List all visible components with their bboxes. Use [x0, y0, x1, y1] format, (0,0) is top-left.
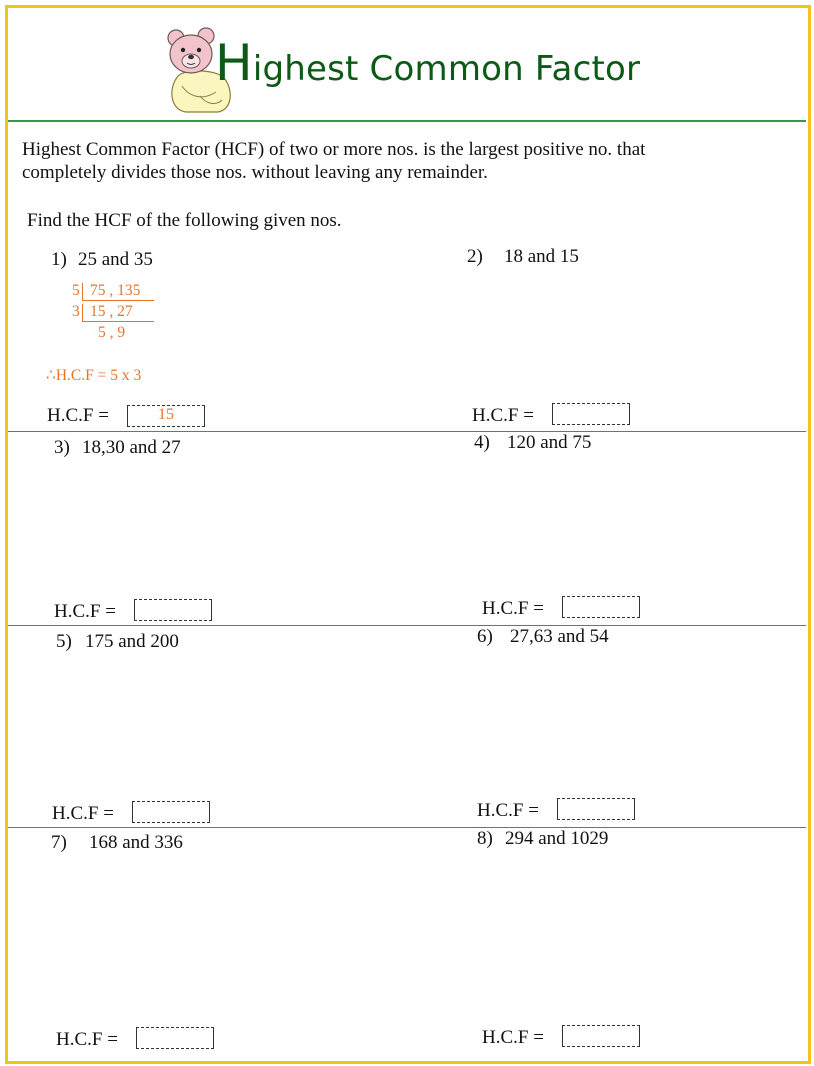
- hcf-label-7: H.C.F =: [56, 1029, 118, 1050]
- answer-box-1[interactable]: [127, 405, 205, 427]
- row-divider-3: [8, 827, 806, 828]
- hcf-label-8: H.C.F =: [482, 1027, 544, 1048]
- title-initial: H: [215, 34, 253, 92]
- problem-4-number: 4): [474, 432, 490, 453]
- problem-7-number: 7): [51, 832, 67, 853]
- answer-box-8[interactable]: [562, 1025, 640, 1047]
- division-line-2: [82, 321, 154, 322]
- problem-4-text: 120 and 75: [507, 432, 592, 453]
- answer-box-6[interactable]: [557, 798, 635, 820]
- answer-box-2[interactable]: [552, 403, 630, 425]
- problem-8-number: 8): [477, 828, 493, 849]
- problem-8-text: 294 and 1029: [505, 828, 609, 849]
- hcf-label-5: H.C.F =: [52, 803, 114, 824]
- division-bar-1: [82, 283, 83, 301]
- answer-value-1: 15: [158, 406, 174, 423]
- row-divider-2: [8, 625, 806, 626]
- hcf-label-6: H.C.F =: [477, 800, 539, 821]
- problem-6-number: 6): [477, 626, 493, 647]
- problem-1-number: 1): [51, 249, 67, 270]
- hcf-label-4: H.C.F =: [482, 598, 544, 619]
- hcf-label-2: H.C.F =: [472, 405, 534, 426]
- example-divisor-2: 3: [72, 303, 80, 320]
- example-divisor-1: 5: [72, 282, 80, 299]
- answer-box-5[interactable]: [132, 801, 210, 823]
- example-conclusion: ∴H.C.F = 5 x 3: [46, 367, 142, 384]
- example-values-2: 15 , 27: [90, 303, 133, 320]
- example-values-1: 75 , 135: [90, 282, 141, 299]
- row-divider-1: [8, 431, 806, 432]
- problem-3-number: 3): [54, 437, 70, 458]
- problem-7-text: 168 and 336: [89, 832, 183, 853]
- problem-1-text: 25 and 35: [78, 249, 153, 270]
- problem-5-text: 175 and 200: [85, 631, 179, 652]
- problem-3-text: 18,30 and 27: [82, 437, 181, 458]
- hcf-label-1: H.C.F =: [47, 405, 109, 426]
- instruction: Find the HCF of the following given nos.: [27, 210, 342, 231]
- title-rest: ighest Common Factor: [252, 49, 641, 89]
- problem-6-text: 27,63 and 54: [510, 626, 609, 647]
- problem-5-number: 5): [56, 631, 72, 652]
- hcf-label-3: H.C.F =: [54, 601, 116, 622]
- answer-box-7[interactable]: [136, 1027, 214, 1049]
- intro-line-2: completely divides those nos. without leaving any remainder.: [22, 162, 488, 183]
- answer-box-3[interactable]: [134, 599, 212, 621]
- header-divider: [8, 120, 806, 122]
- division-bar-2: [82, 304, 83, 322]
- division-line-1: [82, 300, 154, 301]
- answer-box-4[interactable]: [562, 596, 640, 618]
- intro-line-1: Highest Common Factor (HCF) of two or more nos. is the largest positive no. that: [22, 139, 646, 160]
- page-title: [215, 34, 641, 92]
- problem-2-number: 2): [467, 246, 483, 267]
- example-quotients: 5 , 9: [98, 324, 126, 341]
- problem-2-text: 18 and 15: [504, 246, 579, 267]
